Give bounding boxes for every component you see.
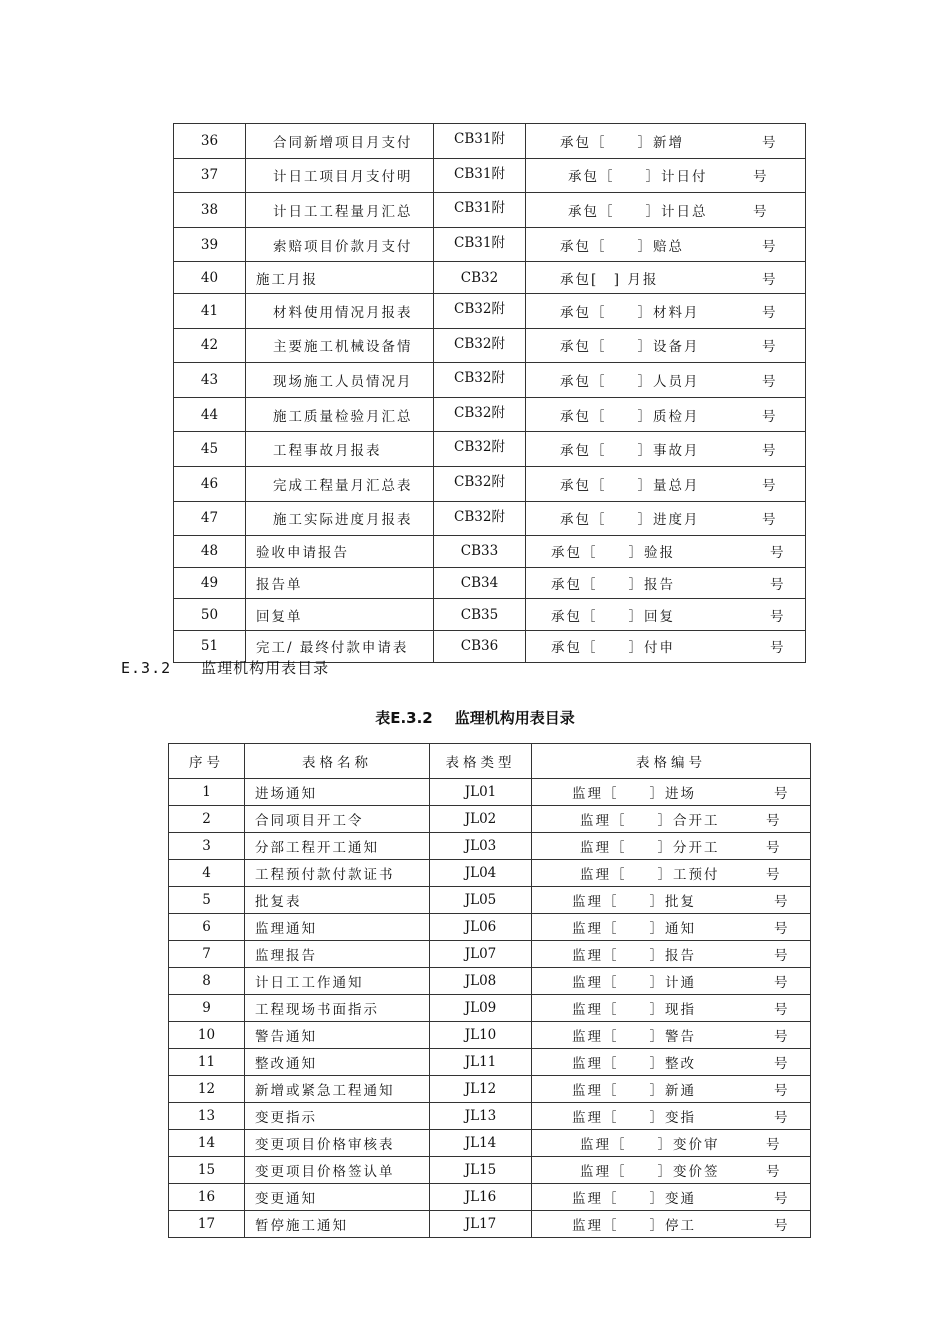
table-row <box>169 941 811 968</box>
reference-prefix: 监理［ ］警告 <box>572 1029 696 1045</box>
form-type-code: CB36 <box>434 630 526 662</box>
form-reference <box>526 363 806 398</box>
reference-suffix: 号 <box>762 304 776 321</box>
form-type-code: CB32附 <box>434 432 526 467</box>
table-row <box>174 124 806 159</box>
form-reference <box>532 941 811 968</box>
reference-suffix: 号 <box>774 1191 788 1207</box>
table-row <box>174 293 806 328</box>
form-name: 工程事故月报表 <box>246 432 434 467</box>
form-reference <box>526 124 806 159</box>
form-name: 完成工程量月汇总表 <box>246 466 434 501</box>
section-heading <box>121 657 329 678</box>
table-row <box>169 1211 811 1238</box>
form-reference <box>532 1076 811 1103</box>
row-number: 3 <box>169 833 245 860</box>
table-row <box>169 995 811 1022</box>
reference-prefix: 承包［ ］赔总 <box>560 238 684 255</box>
form-name: 新增或紧急工程通知 <box>245 1076 430 1103</box>
reference-prefix: 监理［ ］通知 <box>572 921 696 937</box>
form-name: 警告通知 <box>245 1022 430 1049</box>
table-row <box>169 968 811 995</box>
reference-prefix: 承包［ ］计日总 <box>568 203 708 220</box>
reference-prefix: 承包［ ］人员月 <box>560 373 700 390</box>
form-reference <box>526 466 806 501</box>
table-row <box>169 779 811 806</box>
reference-suffix: 号 <box>774 1110 788 1126</box>
row-number: 44 <box>174 397 246 432</box>
form-name: 合同新增项目月支付 <box>246 124 434 159</box>
form-name: 变更项目价格签认单 <box>245 1157 430 1184</box>
reference-prefix: 承包［ ］新增 <box>560 134 684 151</box>
form-name: 监理报告 <box>245 941 430 968</box>
row-number: 38 <box>174 193 246 228</box>
row-number: 17 <box>169 1211 245 1238</box>
form-name: 报告单 <box>246 567 434 599</box>
table-row <box>169 1157 811 1184</box>
table-row <box>169 1076 811 1103</box>
reference-suffix: 号 <box>774 786 788 802</box>
reference-suffix: 号 <box>762 238 776 255</box>
table-row <box>174 193 806 228</box>
form-reference <box>532 1103 811 1130</box>
contractor-forms-table <box>173 123 806 663</box>
form-name: 变更指示 <box>245 1103 430 1130</box>
reference-suffix: 号 <box>762 443 776 460</box>
reference-prefix: 监理［ ］新通 <box>572 1083 696 1099</box>
reference-prefix: 监理［ ］报告 <box>572 948 696 964</box>
reference-suffix: 号 <box>762 134 776 151</box>
row-number: 10 <box>169 1022 245 1049</box>
reference-suffix: 号 <box>762 512 776 529</box>
row-number: 48 <box>174 536 246 568</box>
table-row <box>169 860 811 887</box>
form-type-code: JL04 <box>430 860 532 887</box>
reference-suffix: 号 <box>774 1002 788 1018</box>
header-ref: 表格编号 <box>532 744 811 779</box>
form-name: 主要施工机械设备情 <box>246 328 434 363</box>
form-type-code: JL10 <box>430 1022 532 1049</box>
form-type-code: JL02 <box>430 806 532 833</box>
form-type-code: CB31附 <box>434 193 526 228</box>
form-reference <box>526 293 806 328</box>
form-type-code: CB32附 <box>434 501 526 536</box>
form-name: 回复单 <box>246 599 434 631</box>
table-row <box>169 1022 811 1049</box>
form-name: 计日工项目月支付明 <box>246 158 434 193</box>
table-row <box>169 1184 811 1211</box>
table-row <box>174 501 806 536</box>
form-name: 施工实际进度月报表 <box>246 501 434 536</box>
header-name: 表格名称 <box>245 744 430 779</box>
section-number: E.3.2 <box>121 659 172 677</box>
form-type-code: CB33 <box>434 536 526 568</box>
row-number: 12 <box>169 1076 245 1103</box>
contractor-forms-table-body <box>174 124 806 663</box>
row-number: 1 <box>169 779 245 806</box>
reference-prefix: 监理［ ］计通 <box>572 975 696 991</box>
reference-prefix: 监理［ ］停工 <box>572 1218 696 1234</box>
form-type-code: CB34 <box>434 567 526 599</box>
row-number: 37 <box>174 158 246 193</box>
reference-prefix: 承包［ ］设备月 <box>560 339 700 356</box>
form-reference <box>532 806 811 833</box>
table-row <box>174 363 806 398</box>
reference-suffix: 号 <box>753 169 767 186</box>
reference-suffix: 号 <box>770 545 784 562</box>
form-reference <box>532 995 811 1022</box>
row-number: 45 <box>174 432 246 467</box>
form-name: 进场通知 <box>245 779 430 806</box>
reference-prefix: 监理［ ］合开工 <box>580 813 720 829</box>
reference-suffix: 号 <box>774 948 788 964</box>
reference-prefix: 承包［ ］验报 <box>551 545 675 562</box>
row-number: 49 <box>174 567 246 599</box>
reference-prefix: 监理［ ］分开工 <box>580 840 720 856</box>
row-number: 7 <box>169 941 245 968</box>
form-reference <box>532 860 811 887</box>
table-row <box>169 833 811 860</box>
reference-prefix: 监理［ ］现指 <box>572 1002 696 1018</box>
reference-suffix: 号 <box>770 608 784 625</box>
reference-prefix: 承包［ ］量总月 <box>560 477 700 494</box>
table-row <box>174 466 806 501</box>
table-row <box>174 158 806 193</box>
row-number: 16 <box>169 1184 245 1211</box>
form-type-code: JL17 <box>430 1211 532 1238</box>
row-number: 6 <box>169 914 245 941</box>
reference-suffix: 号 <box>774 921 788 937</box>
form-reference <box>526 193 806 228</box>
table-header-row <box>169 744 811 779</box>
form-reference <box>532 968 811 995</box>
form-reference <box>532 887 811 914</box>
form-name: 整改通知 <box>245 1049 430 1076</box>
form-type-code: JL05 <box>430 887 532 914</box>
reference-prefix: 监理［ ］变价审 <box>580 1137 720 1153</box>
reference-suffix: 号 <box>774 1056 788 1072</box>
table-row <box>169 1103 811 1130</box>
supervision-forms-table <box>168 743 811 1238</box>
form-type-code: CB32附 <box>434 328 526 363</box>
form-name: 批复表 <box>245 887 430 914</box>
reference-prefix: 承包［ ］质检月 <box>560 408 700 425</box>
table-caption-prefix: 表E.3.2 <box>375 709 433 727</box>
form-reference <box>526 536 806 568</box>
reference-suffix: 号 <box>774 1029 788 1045</box>
form-reference <box>532 1022 811 1049</box>
form-name: 变更通知 <box>245 1184 430 1211</box>
form-reference <box>526 599 806 631</box>
form-name: 计日工工作通知 <box>245 968 430 995</box>
table-caption-title: 监理机构用表目录 <box>454 709 575 727</box>
table-row <box>169 1049 811 1076</box>
header-type: 表格类型 <box>430 744 532 779</box>
reference-prefix: 监理［ ］变通 <box>572 1191 696 1207</box>
row-number: 4 <box>169 860 245 887</box>
form-type-code: JL03 <box>430 833 532 860</box>
section-title: 监理机构用表目录 <box>201 659 330 677</box>
form-type-code: JL11 <box>430 1049 532 1076</box>
form-type-code: JL09 <box>430 995 532 1022</box>
reference-suffix: 号 <box>774 894 788 910</box>
form-type-code: CB32附 <box>434 293 526 328</box>
form-type-code: JL13 <box>430 1103 532 1130</box>
reference-suffix: 号 <box>766 840 780 856</box>
row-number: 5 <box>169 887 245 914</box>
form-name: 计日工工程量月汇总 <box>246 193 434 228</box>
row-number: 14 <box>169 1130 245 1157</box>
form-name: 监理通知 <box>245 914 430 941</box>
form-reference <box>526 501 806 536</box>
table-row <box>174 567 806 599</box>
reference-prefix: 承包［ ］付申 <box>551 640 675 657</box>
form-reference <box>532 1211 811 1238</box>
reference-suffix: 号 <box>753 203 767 220</box>
reference-suffix: 号 <box>774 1083 788 1099</box>
reference-suffix: 号 <box>766 1164 780 1180</box>
form-reference <box>526 158 806 193</box>
form-reference <box>532 1157 811 1184</box>
form-name: 验收申请报告 <box>246 536 434 568</box>
form-type-code: JL12 <box>430 1076 532 1103</box>
reference-suffix: 号 <box>762 408 776 425</box>
form-type-code: CB32附 <box>434 397 526 432</box>
reference-prefix: 监理［ ］进场 <box>572 786 696 802</box>
reference-suffix: 号 <box>774 1218 788 1234</box>
row-number: 46 <box>174 466 246 501</box>
form-reference <box>532 779 811 806</box>
reference-prefix: 承包［ ］事故月 <box>560 443 700 460</box>
form-reference <box>526 227 806 262</box>
form-name: 材料使用情况月报表 <box>246 293 434 328</box>
row-number: 51 <box>174 630 246 662</box>
row-number: 11 <box>169 1049 245 1076</box>
table-caption <box>0 707 950 728</box>
reference-prefix: 监理［ ］批复 <box>572 894 696 910</box>
table-row <box>169 806 811 833</box>
row-number: 42 <box>174 328 246 363</box>
reference-suffix: 号 <box>762 373 776 390</box>
row-number: 41 <box>174 293 246 328</box>
reference-suffix: 号 <box>762 271 776 288</box>
form-name: 索赔项目价款月支付 <box>246 227 434 262</box>
reference-suffix: 号 <box>762 477 776 494</box>
table-row <box>174 328 806 363</box>
table-row <box>174 599 806 631</box>
form-type-code: CB31附 <box>434 227 526 262</box>
reference-prefix: 承包［ ］材料月 <box>560 304 700 321</box>
table-row <box>174 397 806 432</box>
form-type-code: JL16 <box>430 1184 532 1211</box>
form-type-code: JL14 <box>430 1130 532 1157</box>
form-type-code: JL07 <box>430 941 532 968</box>
reference-prefix: 监理［ ］整改 <box>572 1056 696 1072</box>
row-number: 43 <box>174 363 246 398</box>
form-reference <box>526 262 806 294</box>
reference-prefix: 承包［ ］进度月 <box>560 512 700 529</box>
row-number: 50 <box>174 599 246 631</box>
form-name: 分部工程开工通知 <box>245 833 430 860</box>
form-reference <box>526 630 806 662</box>
reference-suffix: 号 <box>774 975 788 991</box>
form-reference <box>532 1049 811 1076</box>
form-type-code: CB31附 <box>434 124 526 159</box>
row-number: 47 <box>174 501 246 536</box>
form-type-code: CB31附 <box>434 158 526 193</box>
table-row <box>169 914 811 941</box>
form-reference <box>532 1184 811 1211</box>
form-name: 暂停施工通知 <box>245 1211 430 1238</box>
form-name: 施工质量检验月汇总 <box>246 397 434 432</box>
reference-suffix: 号 <box>766 867 780 883</box>
form-name: 工程现场书面指示 <box>245 995 430 1022</box>
form-reference <box>532 1130 811 1157</box>
form-type-code: JL01 <box>430 779 532 806</box>
row-number: 8 <box>169 968 245 995</box>
form-reference <box>526 397 806 432</box>
row-number: 9 <box>169 995 245 1022</box>
form-type-code: CB32附 <box>434 363 526 398</box>
table-row <box>169 887 811 914</box>
reference-suffix: 号 <box>766 813 780 829</box>
form-type-code: CB32 <box>434 262 526 294</box>
form-type-code: JL15 <box>430 1157 532 1184</box>
row-number: 2 <box>169 806 245 833</box>
supervision-forms-table-body <box>169 744 811 1238</box>
table-row <box>174 227 806 262</box>
row-number: 13 <box>169 1103 245 1130</box>
reference-suffix: 号 <box>770 577 784 594</box>
form-reference <box>526 567 806 599</box>
reference-suffix: 号 <box>770 640 784 657</box>
header-no: 序号 <box>169 744 245 779</box>
reference-prefix: 监理［ ］变指 <box>572 1110 696 1126</box>
form-type-code: JL08 <box>430 968 532 995</box>
row-number: 15 <box>169 1157 245 1184</box>
reference-prefix: 承包［ ］报告 <box>551 577 675 594</box>
form-name: 现场施工人员情况月 <box>246 363 434 398</box>
table-row <box>174 536 806 568</box>
form-type-code: CB35 <box>434 599 526 631</box>
reference-prefix: 承包［ ］回复 <box>551 608 675 625</box>
form-reference <box>532 833 811 860</box>
row-number: 39 <box>174 227 246 262</box>
form-name: 合同项目开工令 <box>245 806 430 833</box>
reference-prefix: 监理［ ］变价签 <box>580 1164 720 1180</box>
table-row <box>174 432 806 467</box>
reference-prefix: 承包[ ] 月报 <box>560 271 659 288</box>
reference-prefix: 承包［ ］计日付 <box>568 169 708 186</box>
row-number: 40 <box>174 262 246 294</box>
reference-suffix: 号 <box>762 339 776 356</box>
form-reference <box>526 328 806 363</box>
form-name: 施工月报 <box>246 262 434 294</box>
form-type-code: JL06 <box>430 914 532 941</box>
form-name: 完工/ 最终付款申请表 <box>246 630 434 662</box>
form-name: 工程预付款付款证书 <box>245 860 430 887</box>
form-reference <box>526 432 806 467</box>
table-row <box>169 1130 811 1157</box>
reference-prefix: 监理［ ］工预付 <box>580 867 720 883</box>
table-row <box>174 262 806 294</box>
form-name: 变更项目价格审核表 <box>245 1130 430 1157</box>
form-type-code: CB32附 <box>434 466 526 501</box>
row-number: 36 <box>174 124 246 159</box>
form-reference <box>532 914 811 941</box>
reference-suffix: 号 <box>766 1137 780 1153</box>
